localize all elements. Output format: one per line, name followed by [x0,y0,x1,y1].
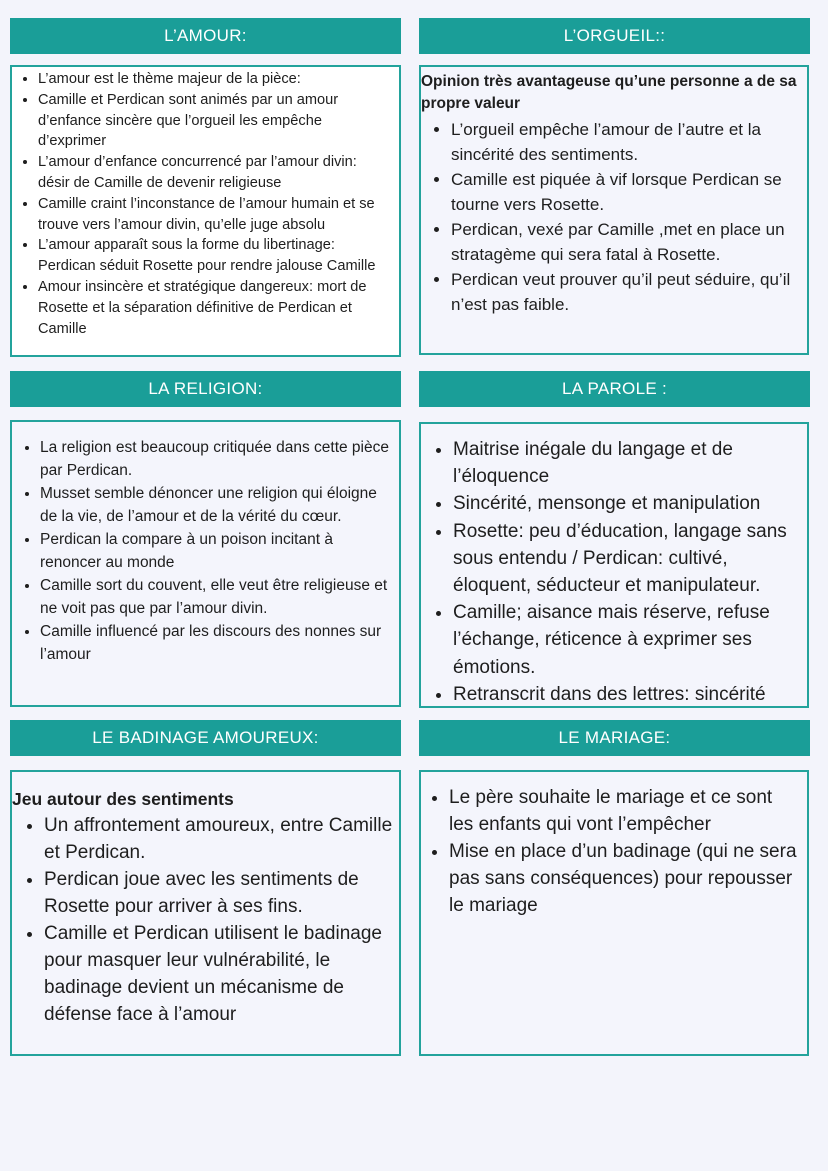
bullet-list-orgueil [421,117,803,317]
list-item: • Camille craint l’inconstance de l’amour humain et se trouve vers l’amour divin, qu’elle juge absolu [38,194,391,236]
list-item: • Perdican veut prouver qu’il peut séduire, qu’il n’est pas faible. [451,267,803,317]
list-item: • Maitrise inégale du langage et de l’éloquence [453,436,805,490]
section-header-badinage [10,720,401,756]
list-item: • L’amour est le thème majeur de la pièce: [38,69,391,90]
section-title-orgueil: L’ORGUEIL:: [563,26,666,45]
list-item: • Retranscrit dans des lettres: sincérité [453,681,805,708]
section-box-religion [10,420,401,707]
section-header-mariage [419,720,810,756]
bullet-list-religion [12,436,395,666]
section-box-orgueil [419,65,809,355]
section-box-amour [10,65,401,357]
section-lead-badinage: Jeu autour des sentiments [12,789,234,809]
section-title-mariage: LE MARIAGE: [558,728,671,747]
list-item: • L’amour d’enfance concurrencé par l’amour divin: désir de Camille de devenir religieuse [38,152,391,194]
section-title-parole: LA PAROLE : [561,379,668,398]
list-item: • Camille; aisance mais réserve, refuse l’échange, réticence à exprimer ses émotions. [453,599,805,681]
list-item: • L’orgueil empêche l’amour de l’autre et la sincérité des sentiments. [451,117,803,167]
section-title-badinage: LE BADINAGE AMOUREUX: [92,728,319,747]
bullet-list-parole [421,436,805,708]
section-header-amour [10,18,401,54]
list-item: • Musset semble dénoncer une religion qui éloigne de la vie, de l’amour et de la vérité du cœur. [40,482,395,528]
section-header-orgueil [419,18,810,54]
list-item: • Sincérité, mensonge et manipulation [453,490,805,517]
list-item: • Perdican joue avec les sentiments de Rosette pour arriver à ses fins. [44,866,393,920]
section-lead-orgueil: Opinion très avantageuse qu’une personne a de sa propre valeur [421,73,797,112]
list-item: • Camille et Perdican sont animés par un amour d’enfance sincère que l’orgueil les empêche d’exprimer [38,90,391,152]
list-item: • Perdican la compare à un poison incitant à renoncer au monde [40,528,395,574]
section-header-parole [419,371,810,407]
list-item: • Le père souhaite le mariage et ce sont les enfants qui vont l’empêcher [449,784,801,838]
section-box-badinage [10,770,401,1056]
section-box-parole [419,422,809,708]
list-item: • L’amour apparaît sous la forme du libertinage: Perdican séduit Rosette pour rendre jalouse Camille [38,235,391,277]
section-box-mariage [419,770,809,1056]
list-item: • Un affrontement amoureux, entre Camille et Perdican. [44,812,393,866]
section-title-religion: LA RELIGION: [148,379,263,398]
bullet-list-badinage [12,812,393,1028]
list-item: • Camille influencé par les discours des nonnes sur l’amour [40,620,395,666]
list-item: • Camille et Perdican utilisent le badinage pour masquer leur vulnérabilité, le badinage devient un mécanisme de défense face à l’amour [44,920,393,1028]
bullet-list-amour [12,69,391,339]
bullet-list-mariage [421,784,801,919]
list-item: • Rosette: peu d’éducation, langage sans sous entendu / Perdican: cultivé, éloquent, séducteur et manipulateur. [453,518,805,600]
section-header-religion [10,371,401,407]
list-item: • Amour insincère et stratégique dangereux: mort de Rosette et la séparation définitive de Perdican et Camille [38,277,391,339]
list-item: • La religion est beaucoup critiquée dans cette pièce par Perdican. [40,436,395,482]
list-item: • Mise en place d’un badinage (qui ne sera pas sans conséquences) pour repousser le mariage [449,838,801,919]
section-title-amour: L’AMOUR: [164,26,247,45]
list-item: • Camille est piquée à vif lorsque Perdican se tourne vers Rosette. [451,167,803,217]
list-item: • Camille sort du couvent, elle veut être religieuse et ne voit pas que par l’amour divin. [40,574,395,620]
list-item: • Perdican, vexé par Camille ,met en place un stratagème qui sera fatal à Rosette. [451,217,803,267]
